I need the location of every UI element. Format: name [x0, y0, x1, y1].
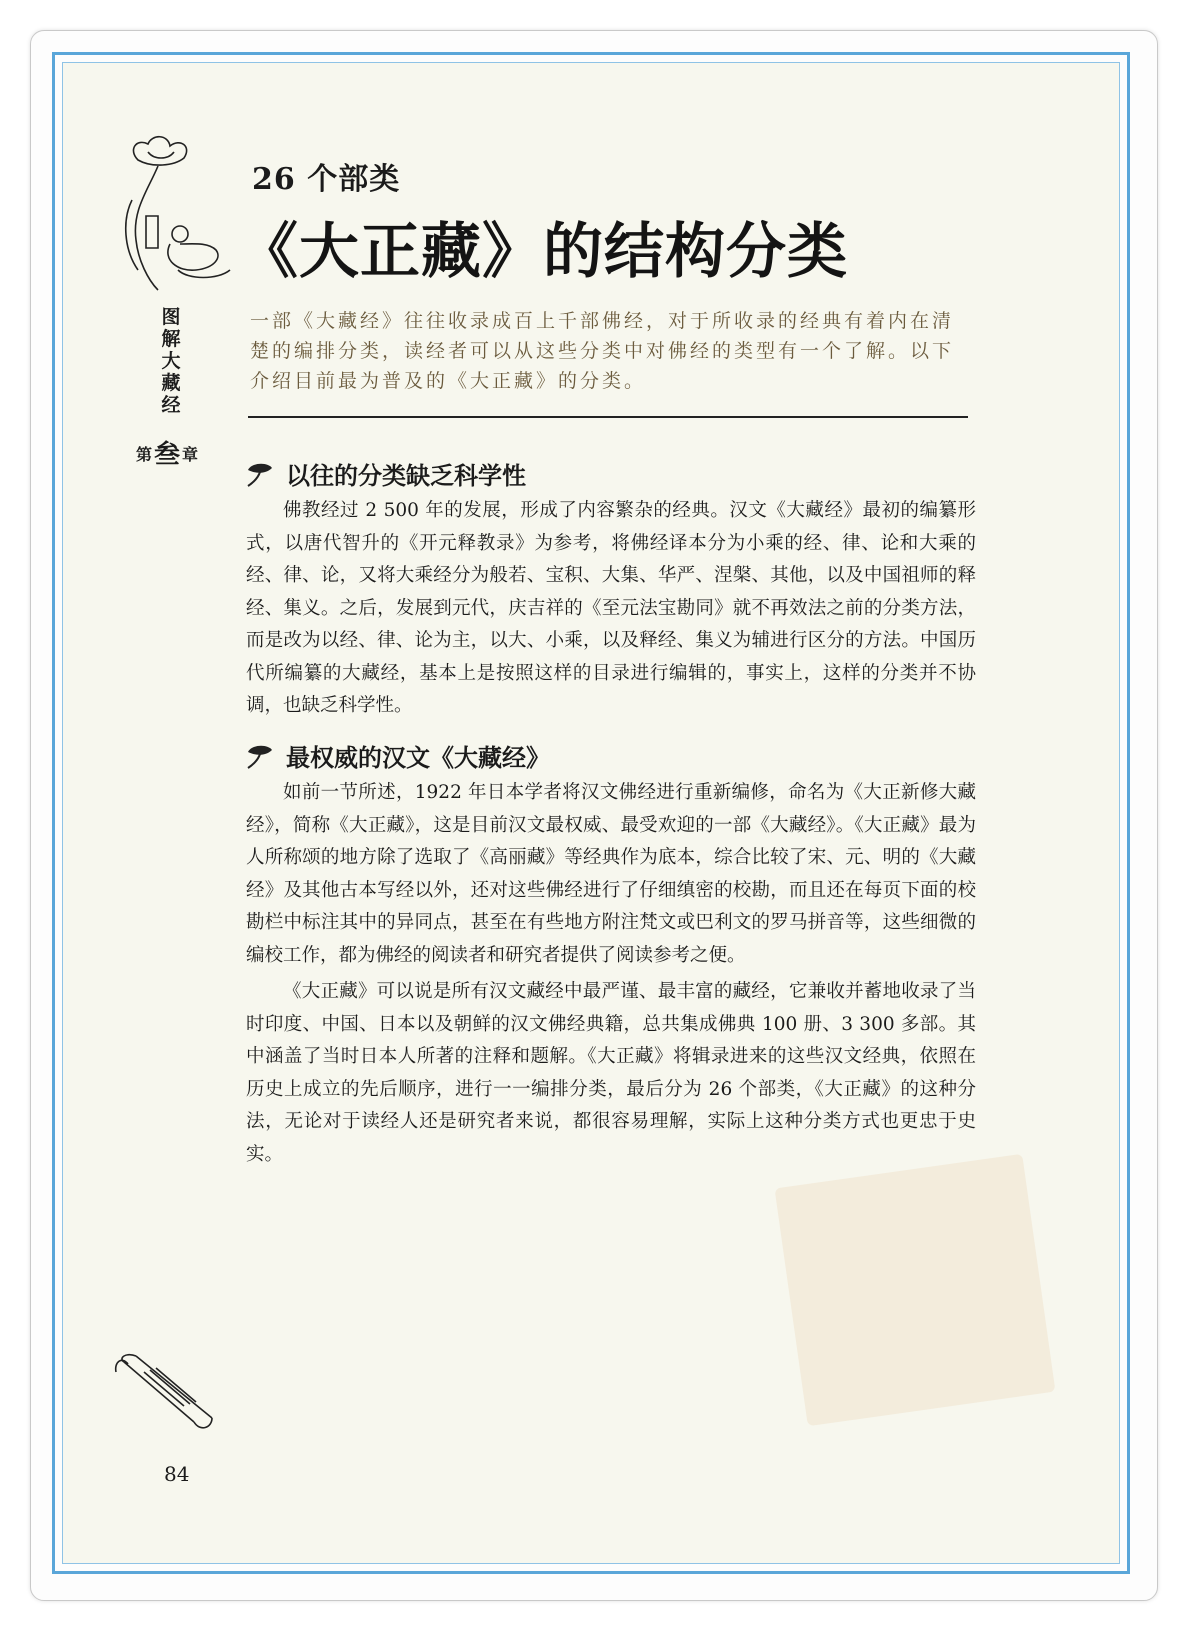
- chapter-suffix: 章: [182, 445, 199, 464]
- page-title: 《大正藏》的结构分类: [238, 217, 848, 287]
- section-heading-text: 最权威的汉文《大藏经》: [286, 744, 550, 772]
- series-title-vertical: 图解大藏经: [161, 306, 181, 416]
- section-history: [246, 456, 976, 723]
- section-paragraph: 佛教经过 2 500 年的发展，形成了内容繁杂的经典。汉文《大藏经》最初的编纂形式，以唐代智升的《开元释教录》为参考，将佛经译本分为小乘的经、律、论和大乘的经、律、论，又将大乘经分为般若、宝积、大集、华严、涅槃、其他，以及中国祖师的释经、集义。之后，发展到元代，庆吉祥的《至元法宝勘同》就不再效法之前的分类方法，而是改为以经、律、论为主，以大、小乘，以及释经、集义为辅进行区分的方法。中国历代所编纂的大藏经，基本上是按照这样的目录进行编辑的，事实上，这样的分类并不协调，也缺乏科学性。: [246, 500, 976, 716]
- intro-paragraph: 一部《大藏经》往往收录成百上千部佛经，对于所收录的经典有着内在清楚的编排分类，读经者可以从这些分类中对佛经的类型有一个了解。以下介绍目前最为普及的《大正藏》的分类。: [250, 310, 955, 392]
- section-heading: [244, 738, 976, 773]
- header-divider: [248, 416, 968, 418]
- lotus-leaf-bullet-icon: [244, 742, 274, 770]
- seal-watermark: [775, 1154, 1056, 1426]
- page-kicker: 26 个部类: [252, 162, 401, 197]
- page-number: 84: [164, 1462, 190, 1486]
- section-paragraph: 《大正藏》可以说是所有汉文藏经中最严谨、最丰富的藏经，它兼收并蓄地收录了当时印度、中国、日本以及朝鲜的汉文佛经典籍，总共集成佛典 100 册、3 300 多部。其中涵盖了当时日本人所著的注释和题解。《大正藏》将辑录进来的这些汉文经典，依照在历史上成立的先后顺序，进行一一编排分类，最后分为 26 个部类，《大正藏》的这种分法，无论对于读经人还是研究者来说，都很容易理解，实际上这种分类方式也更忠于史实。: [246, 981, 976, 1165]
- section-authority: [246, 738, 976, 1171]
- lotus-leaf-bullet-icon: [244, 460, 274, 488]
- chapter-prefix: 第: [136, 445, 153, 464]
- lotus-illustration-icon: [118, 130, 238, 300]
- scroll-illustration-icon: [114, 1352, 224, 1442]
- chapter-number: 叁: [154, 440, 181, 470]
- section-paragraph: 如前一节所述，1922 年日本学者将汉文佛经进行重新编修，命名为《大正新修大藏经》，简称《大正藏》，这是目前汉文最权威、最受欢迎的一部《大藏经》。《大正藏》最为人所称颂的地方除了选取了《高丽藏》等经典作为底本，综合比较了宋、元、明的《大藏经》及其他古本写经以外，还对这些佛经进行了仔细缜密的校勘，而且还在每页下面的校勘栏中标注其中的异同点，甚至在有些地方附注梵文或巴利文的罗马拼音等，这些细微的编校工作，都为佛经的阅读者和研究者提供了阅读参考之便。: [246, 782, 976, 966]
- section-heading: [244, 456, 976, 491]
- section-heading-text: 以往的分类缺乏科学性: [286, 462, 526, 490]
- chapter-label: [136, 434, 198, 471]
